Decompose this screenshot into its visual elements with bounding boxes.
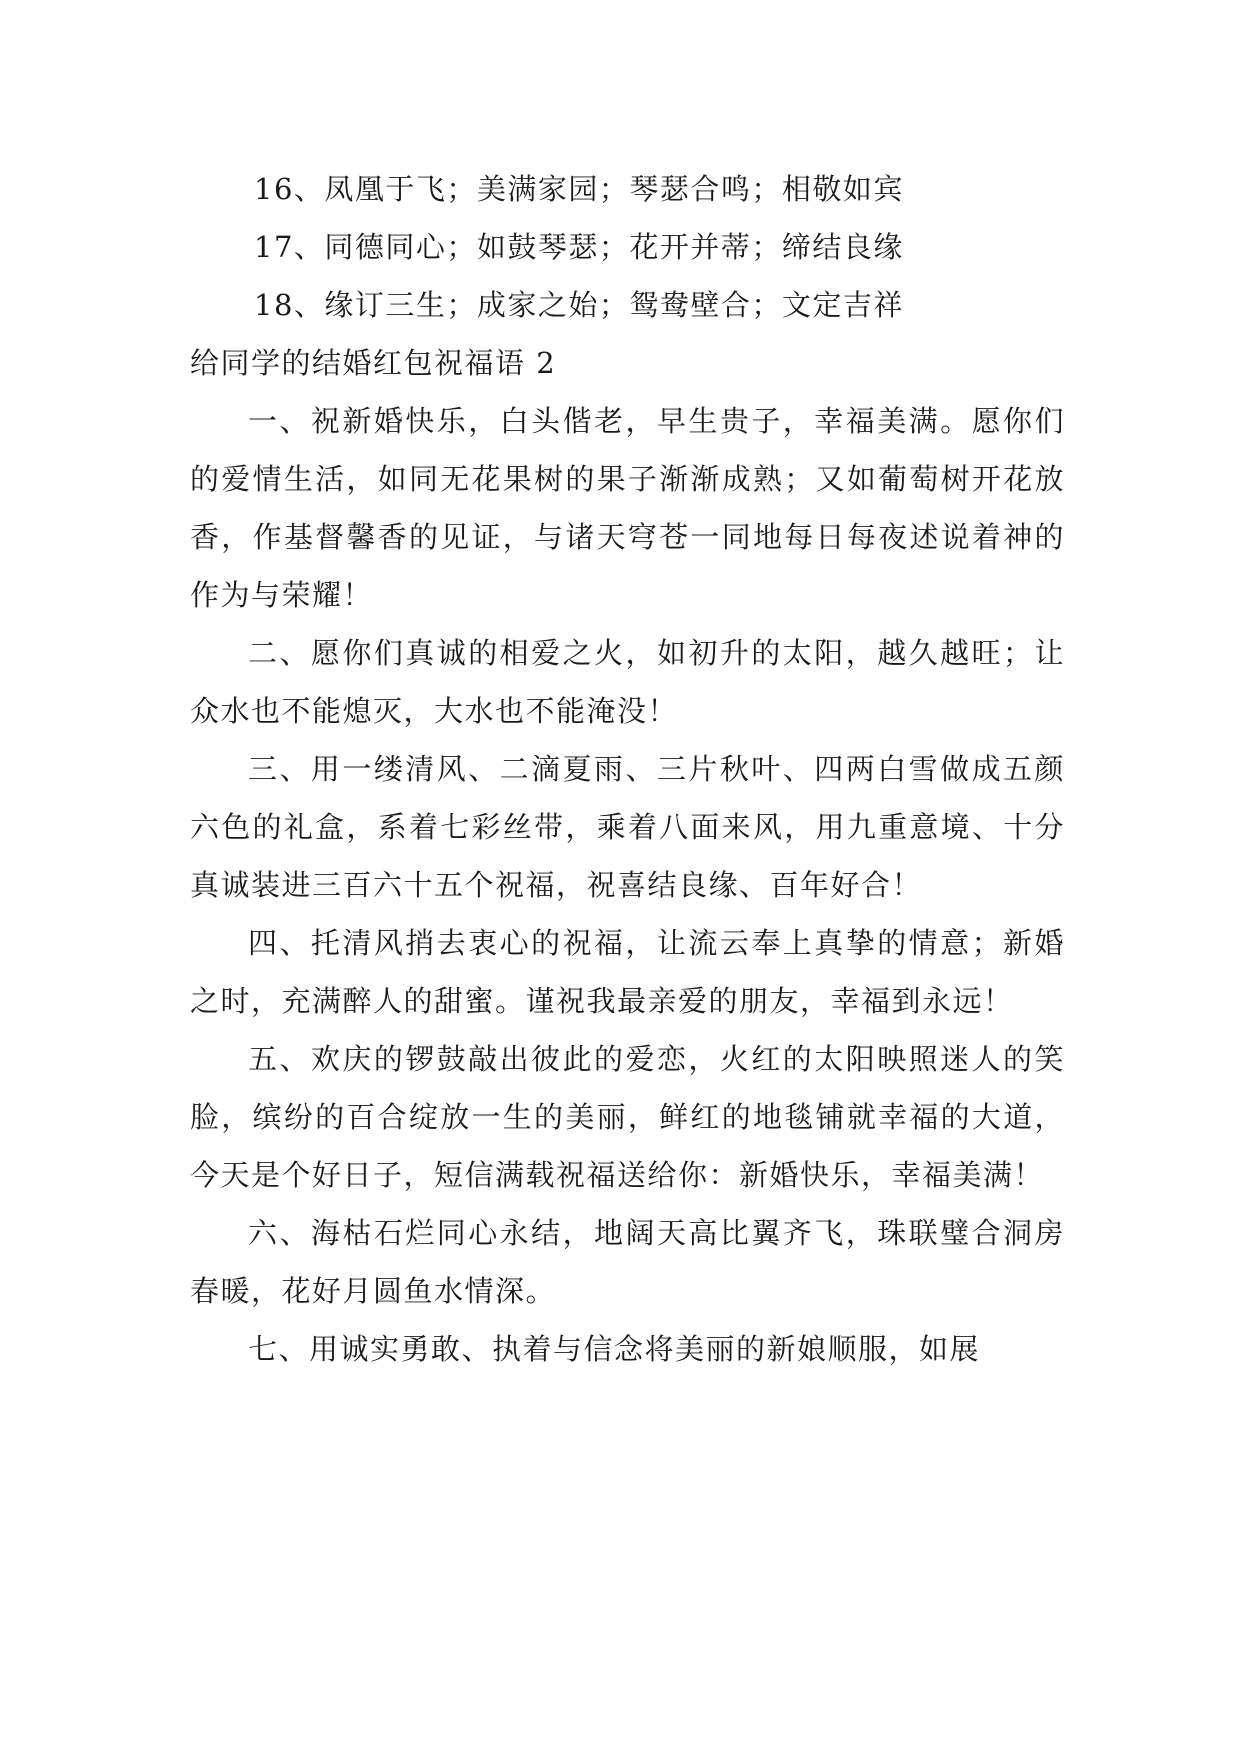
paragraph-1: 一、祝新婚快乐，白头偕老，早生贵子，幸福美满。愿你们的爱情生活，如同无花果树的果子渐渐成熟；又如葡萄树开花放香，作基督馨香的见证，与诸天穹苍一同地每日每夜述说着神的作为与荣耀！ bbox=[190, 404, 1065, 612]
section-heading: 给同学的结婚红包祝福语 2 bbox=[190, 346, 557, 380]
paragraph-7: 七、用诚实勇敢、执着与信念将美丽的新娘顺服，如展 bbox=[248, 1332, 981, 1366]
paragraph-6: 六、海枯石烂同心永结，地阔天高比翼齐飞，珠联璧合洞房春暖，花好月圆鱼水情深。 bbox=[190, 1216, 1065, 1308]
paragraph-5: 五、欢庆的锣鼓敲出彼此的爱恋，火红的太阳映照迷人的笑脸，缤纷的百合绽放一生的美丽，鲜红的地毯铺就幸福的大道，今天是个好日子，短信满载祝福送给你：新婚快乐，幸福美满！ bbox=[190, 1042, 1065, 1192]
document-body bbox=[190, 160, 1065, 1378]
list-line-18: 18、缘订三生；成家之始；鸳鸯壁合；文定吉祥 bbox=[254, 288, 904, 322]
paragraph-2: 二、愿你们真诚的相爱之火，如初升的太阳，越久越旺；让众水也不能熄灭，大水也不能淹没！ bbox=[190, 636, 1065, 728]
paragraph-3: 三、用一缕清风、二滴夏雨、三片秋叶、四两白雪做成五颜六色的礼盒，系着七彩丝带，乘着八面来风，用九重意境、十分真诚装进三百六十五个祝福，祝喜结良缘、百年好合！ bbox=[190, 752, 1065, 902]
list-line-17: 17、同德同心；如鼓琴瑟；花开并蒂；缔结良缘 bbox=[254, 230, 904, 264]
list-line-16: 16、凤凰于飞；美满家园；琴瑟合鸣；相敬如宾 bbox=[254, 172, 904, 206]
paragraph-4: 四、托清风捎去衷心的祝福，让流云奉上真挚的情意；新婚之时，充满醉人的甜蜜。谨祝我最亲爱的朋友，幸福到永远！ bbox=[190, 926, 1065, 1018]
